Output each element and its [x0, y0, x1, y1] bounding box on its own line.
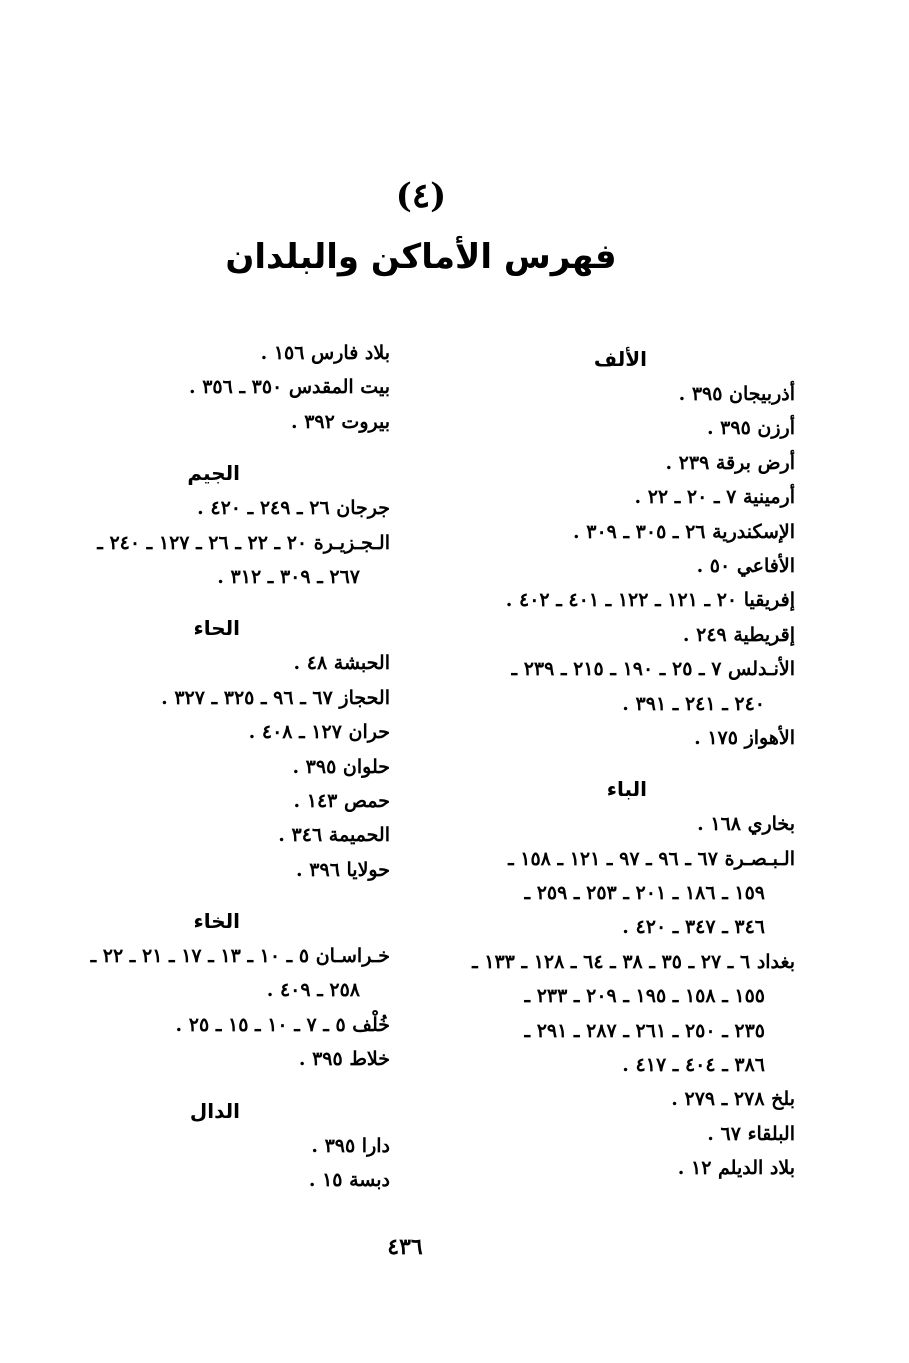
index-entry: بيروت ٣٩٢ .: [290, 410, 390, 433]
index-entry: الحبشة ٤٨ .: [293, 652, 390, 675]
section-number: (٤): [395, 176, 447, 216]
index-entry-continuation: ٣٨٦ ـ ٤٠٤ ـ ٤١٧ .: [622, 1054, 765, 1077]
index-entry: إقريطية ٢٤٩ .: [682, 623, 795, 646]
index-entry: الـجـزيـرة ٢٠ ـ ٢٢ ـ ٢٦ ـ ١٢٧ ـ ٢٤٠ ـ: [97, 531, 390, 554]
index-entry: أرمينية ٧ ـ ٢٠ ـ ٢٢ .: [634, 486, 795, 509]
letter-heading: الخاء: [193, 909, 240, 934]
index-entry: البلقاء ٦٧ .: [707, 1122, 795, 1145]
letter-heading: الحاء: [193, 616, 240, 641]
index-entry-continuation: ١٥٥ ـ ١٥٨ ـ ١٩٥ ـ ٢٠٩ ـ ٢٣٣ ـ: [524, 985, 765, 1008]
index-entry: حولايا ٣٩٦ .: [296, 858, 390, 881]
index-entry: الأنـدلس ٧ ـ ٢٥ ـ ١٩٠ ـ ٢١٥ ـ ٢٣٩ ـ: [511, 658, 795, 681]
index-entry: الأفاعي ٥٠ .: [696, 554, 795, 577]
section-spacer: [20, 1077, 390, 1093]
index-entry-continuation: ٢٥٨ ـ ٤٠٩ .: [266, 979, 360, 1002]
index-entry: جرجان ٢٦ ـ ٢٤٩ ـ ٤٢٠ .: [197, 497, 390, 520]
index-entry: الـبـصـرة ٦٧ ـ ٩٦ ـ ٩٧ ـ ١٢١ ـ ١٥٨ ـ: [508, 847, 795, 870]
index-entry: خُلْف ٥ ـ ٧ ـ ١٠ ـ ١٥ ـ ٢٥ .: [175, 1013, 390, 1036]
section-spacer: [20, 594, 390, 610]
index-entry: بغداد ٦ ـ ٢٧ ـ ٣٥ ـ ٣٨ ـ ٦٤ ـ ١٢٨ ـ ١٣٣ ـ: [472, 950, 795, 973]
section-spacer: [420, 755, 795, 771]
index-entry: خلاط ٣٩٥ .: [298, 1048, 390, 1071]
index-entry: خـراسـان ٥ ـ ١٠ ـ ١٣ ـ ١٧ ـ ٢١ ـ ٢٢ ـ: [90, 945, 390, 968]
index-entry-continuation: ٢٤٠ ـ ٢٤١ ـ ٣٩١ .: [622, 692, 765, 715]
index-entry: حران ١٢٧ ـ ٤٠٨ .: [248, 721, 390, 744]
index-entry: الإسكندرية ٢٦ ـ ٣٠٥ ـ ٣٠٩ .: [573, 520, 795, 543]
index-entry-continuation: ٢٦٧ ـ ٣٠٩ ـ ٣١٢ .: [217, 565, 360, 588]
index-entry: بيت المقدس ٣٥٠ ـ ٣٥٦ .: [188, 376, 390, 399]
index-entry: بخاري ١٦٨ .: [697, 813, 795, 836]
letter-heading: الدال: [189, 1098, 240, 1123]
letter-heading: الجيم: [187, 461, 240, 486]
index-entry: بلاد الديلم ١٢ .: [677, 1157, 795, 1180]
index-entry: حلوان ٣٩٥ .: [292, 755, 390, 778]
page-number: ٤٣٦: [387, 1234, 423, 1260]
page-title: فهرس الأماكن والبلدان: [225, 237, 617, 277]
index-entry: الحميمة ٣٤٦ .: [278, 824, 390, 847]
index-entry: بلخ ٢٧٨ ـ ٢٧٩ .: [671, 1088, 795, 1111]
index-entry: الحجاز ٦٧ ـ ٩٦ ـ ٣٢٥ ـ ٣٢٧ .: [161, 686, 390, 709]
index-entry-continuation: ٢٣٥ ـ ٢٥٠ ـ ٢٦١ ـ ٢٨٧ ـ ٢٩١ ـ: [524, 1019, 765, 1042]
index-column-left: [20, 336, 390, 1197]
letter-heading: الألف: [593, 347, 647, 371]
index-entry: بلاد فارس ١٥٦ .: [260, 342, 390, 364]
index-entry: إفريقيا ٢٠ ـ ١٢١ ـ ١٢٢ ـ ٤٠١ ـ ٤٠٢ .: [505, 589, 795, 612]
section-spacer: [20, 887, 390, 903]
index-entry: دبسة ١٥ .: [308, 1169, 390, 1192]
letter-heading: الباء: [606, 777, 647, 802]
index-entry: أرض برقة ٢٣٩ .: [665, 451, 795, 474]
index-entry: أرزن ٣٩٥ .: [706, 417, 795, 440]
index-entry: حمص ١٤٣ .: [293, 789, 390, 812]
index-entry-continuation: ١٥٩ ـ ١٨٦ ـ ٢٠١ ـ ٢٥٣ ـ ٢٥٩ ـ: [524, 882, 765, 905]
section-spacer: [20, 439, 390, 455]
index-column-right: [420, 341, 795, 1186]
index-entry: أذربيجان ٣٩٥ .: [678, 383, 795, 405]
index-entry: دارا ٣٩٥ .: [311, 1134, 390, 1157]
index-entry: الأهواز ١٧٥ .: [694, 726, 795, 749]
index-entry-continuation: ٣٤٦ ـ ٣٤٧ ـ ٤٢٠ .: [622, 916, 765, 939]
